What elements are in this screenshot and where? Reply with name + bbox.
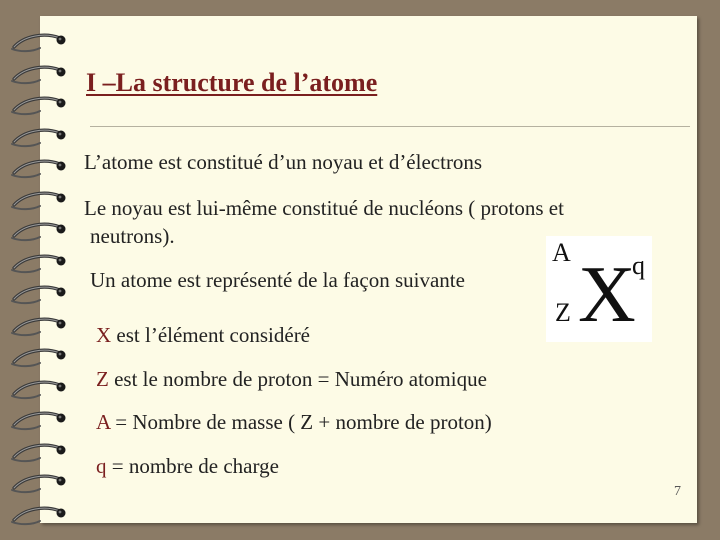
- paragraph-representation: Un atome est représenté de la façon suivante: [90, 268, 465, 292]
- binding-ring-icon: [10, 30, 68, 56]
- definition-text: = nombre de charge: [106, 454, 279, 478]
- definition-text: = Nombre de masse ( Z + nombre de proton): [110, 410, 492, 434]
- definition-symbol: Z: [96, 367, 109, 391]
- binding-ring-icon: [10, 251, 68, 277]
- binding-ring-icon: [10, 93, 68, 119]
- definition-x: [96, 323, 310, 347]
- binding-ring-icon: [10, 440, 68, 466]
- binding-ring-icon: [10, 62, 68, 88]
- binding-ring-icon: [10, 345, 68, 371]
- notation-element-symbol: X: [578, 251, 636, 339]
- notation-charge: q: [632, 251, 645, 280]
- binding-ring-icon: [10, 314, 68, 340]
- binding-ring-icon: [10, 125, 68, 151]
- binding-ring-icon: [10, 188, 68, 214]
- paragraph-nucleus-line1: Le noyau est lui-même constitué de nucléons ( protons et: [84, 196, 564, 220]
- page-number: 7: [674, 484, 681, 499]
- binding-ring-icon: [10, 377, 68, 403]
- binding-ring-icon: [10, 156, 68, 182]
- definition-symbol: A: [96, 410, 111, 434]
- notation-atomic-number: Z: [555, 298, 571, 327]
- definition-q: [96, 454, 279, 478]
- definition-text: est l’élément considéré: [111, 323, 311, 347]
- binding-ring-icon: [10, 219, 68, 245]
- definition-a: [96, 410, 492, 434]
- title-divider: [90, 126, 690, 127]
- binding-ring-icon: [10, 503, 68, 529]
- binding-ring-icon: [10, 408, 68, 434]
- definition-symbol: q: [96, 454, 107, 478]
- paragraph-nucleus-line2: neutrons).: [90, 224, 175, 248]
- paragraph-atom-composition: L’atome est constitué d’un noyau et d’électrons: [84, 150, 483, 174]
- definition-text: est le nombre de proton = Numéro atomique: [108, 367, 487, 391]
- definition-symbol: X: [96, 323, 112, 347]
- nuclide-notation-figure: [546, 236, 652, 342]
- definition-z: [96, 367, 487, 391]
- binding-ring-icon: [10, 471, 68, 497]
- notation-mass-number: A: [552, 238, 571, 267]
- binding-ring-icon: [10, 282, 68, 308]
- slide-title: I –La structure de l’atome: [86, 68, 378, 97]
